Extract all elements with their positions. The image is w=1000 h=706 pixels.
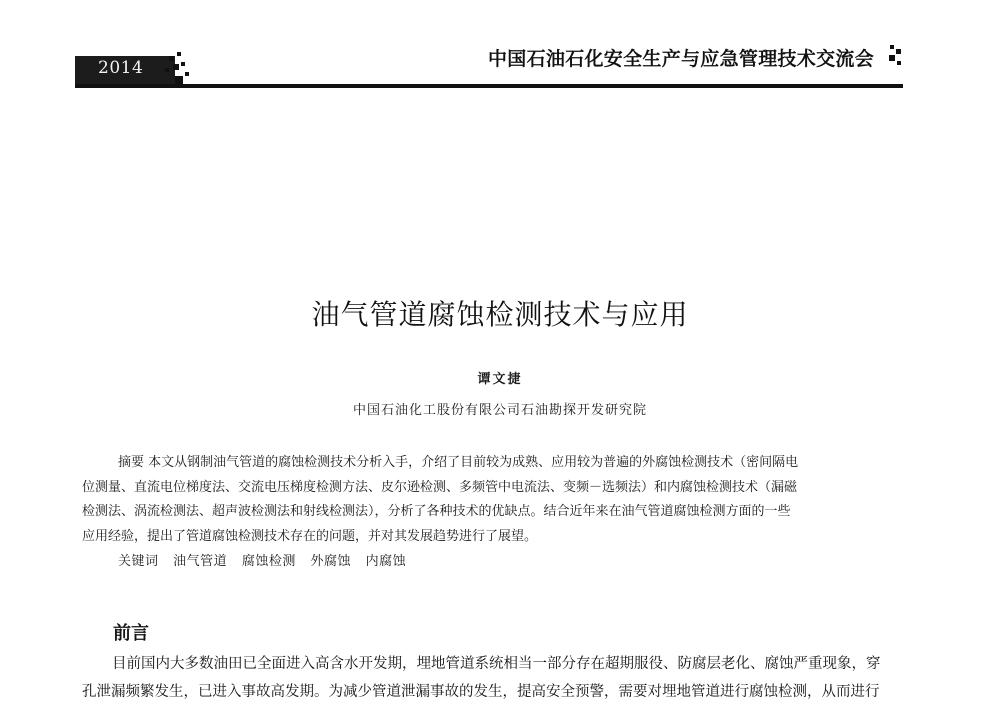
header-mark-ornament [886, 43, 904, 71]
abstract-line: 应用经验，提出了管道腐蚀检测技术存在的问题，并对其发展趋势进行了展望。 [82, 528, 538, 544]
abstract-line: 摘要 本文从钢制油气管道的腐蚀检测技术分析入手，介绍了目前较为成熟、应用较为普遍的外腐蚀检测技术（密间隔电 [118, 455, 799, 470]
abstract-line: 位测量、直流电位梯度法、交流电压梯度检测方法、皮尔逊检测、多频管中电流法、变频－选频法）和内腐蚀检测技术（漏磁 [82, 479, 798, 495]
preface-body [82, 650, 912, 706]
article-title: 油气管道腐蚀检测技术与应用 [311, 298, 689, 331]
section-heading-preface: 前言 [113, 623, 149, 644]
body-line: 目前国内大多数油田已全面进入高含水开发期，埋地管道系统相当一部分存在超期服役、防腐层老化、腐蚀严重现象，穿 [112, 656, 881, 672]
keyword-item: 腐蚀检测 [241, 554, 296, 569]
keywords-label: 关键词 [118, 554, 159, 569]
body-line: 孔泄漏频繁发生，已进入事故高发期。为减少管道泄漏事故的发生，提高安全预警，需要对埋地管道进行腐蚀检测，从而进行 [82, 684, 880, 700]
abstract [82, 451, 912, 549]
conference-title: 中国石油石化安全生产与应急管理技术交流会 [488, 48, 875, 70]
author-affiliation: 中国石油化工股份有限公司石油勘探开发研究院 [352, 403, 647, 418]
header-year: 2014 [98, 58, 144, 78]
keyword-item: 内腐蚀 [365, 554, 407, 569]
header-dot-ornament [163, 52, 193, 86]
abstract-line: 检测法、涡流检测法、超声波检测法和射线检测法），分析了各种技术的优缺点。结合近年来在油气管道腐蚀检测方面的一些 [82, 504, 791, 519]
author-name: 谭文捷 [477, 372, 523, 387]
keyword-item: 油气管道 [173, 554, 228, 569]
keyword-item: 外腐蚀 [310, 554, 351, 569]
keywords [118, 550, 416, 569]
